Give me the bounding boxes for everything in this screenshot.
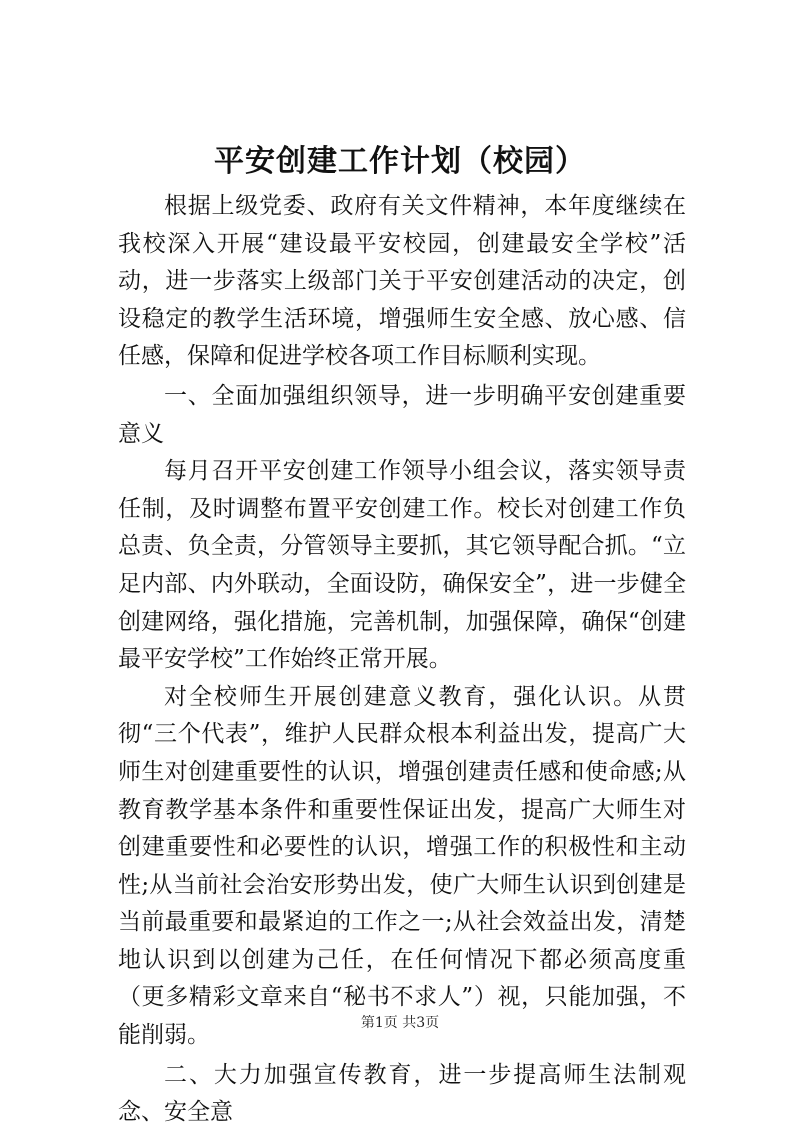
paragraph-intro: 根据上级党委、政府有关文件精神，本年度继续在我校深入开展“建设最平安校园，创建最安全学校”活动，进一步落实上级部门关于平安创建活动的决定，创设稳定的教学生活环境，增强师生安全感、放心感、信任感，保障和促进学校各项工作目标顺利实现。 [118, 193, 686, 370]
document-body [118, 188, 686, 1132]
section-heading-2: 二、大力加强宣传教育，进一步提高师生法制观念、安全意 [118, 1061, 686, 1126]
paragraph-leadership: 每月召开平安创建工作领导小组会议，落实领导责任制，及时调整布置平安创建工作。校长对创建工作负总责、负全责，分管领导主要抓，其它领导配合抓。“立足内部、内外联动，全面设防，确保安全”，进一步健全创建网络，强化措施，完善机制，加强保障，确保“创建最平安学校”工作始终正常开展。 [118, 458, 686, 673]
document-title: 平安创建工作计划（校园） [214, 144, 586, 179]
page-footer: 第1页 共3页 [360, 1015, 440, 1031]
section-heading-1: 一、全面加强组织领导，进一步明确平安创建重要意义 [118, 382, 686, 447]
paragraph-education: 对全校师生开展创建意义教育，强化认识。从贯彻“三个代表”，维护人民群众根本利益出发，提高广大师生对创建重要性的认识，增强创建责任感和使命感;从教育教学基本条件和重要性保证出发，提高广大师生对创建重要性和必要性的认识，增强工作的积极性和主动性;从当前社会治安形势出发，使广大师生认识到创建是当前最重要和最紧迫的工作之一;从社会效益出发，清楚地认识到以创建为己任，在任何情况下都必须高度重（更多精彩文章来自“秘书不求人”）视，只能加强，不能削弱。 [118, 683, 686, 1049]
